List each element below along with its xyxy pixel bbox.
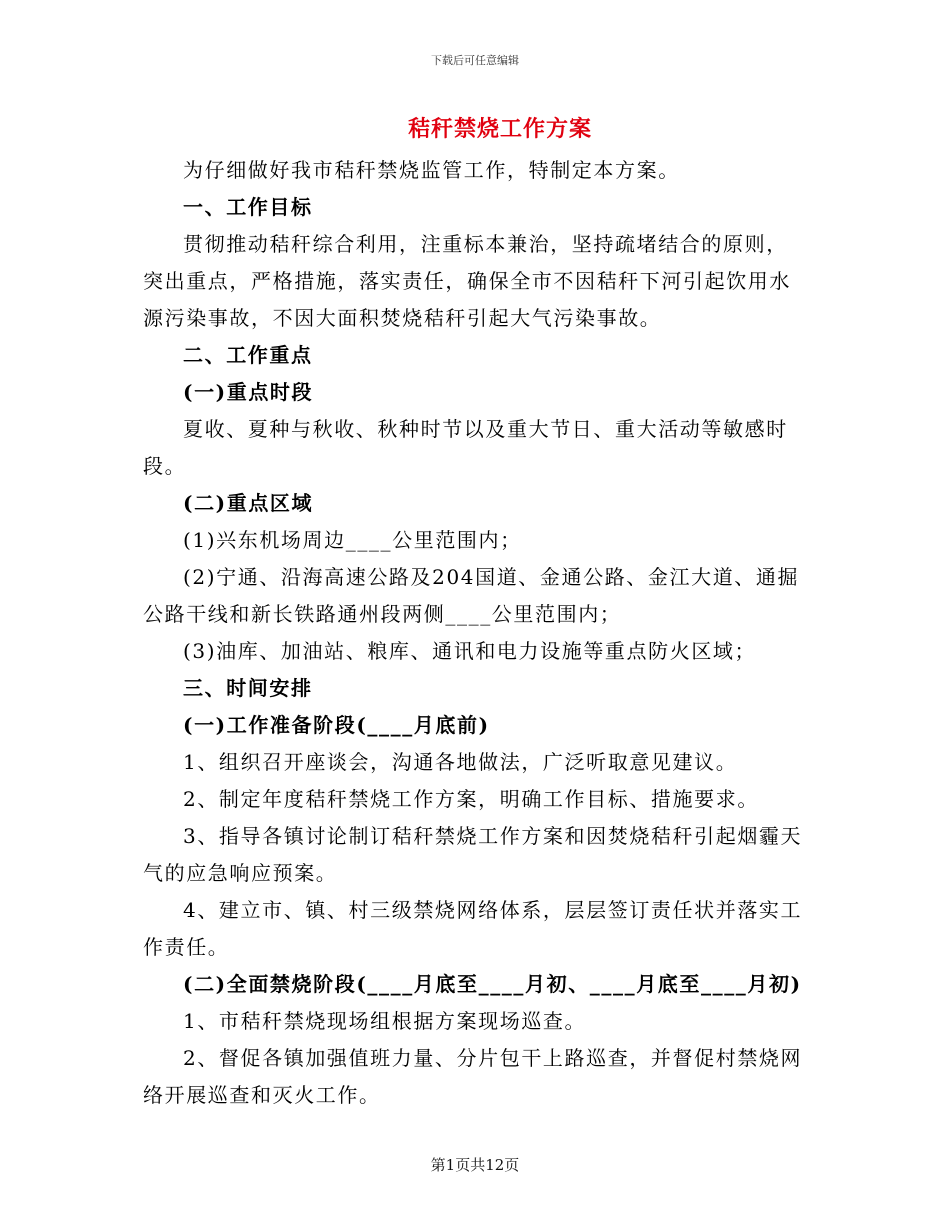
section-heading: (一)工作准备阶段(____月底前) <box>183 713 490 737</box>
page-header-note: 下载后可任意编辑 <box>431 54 519 67</box>
body-paragraph: (3)油库、加油站、粮库、通讯和电力设施等重点防火区域； <box>183 639 757 663</box>
body-paragraph: 2、督促各镇加强值班力量、分片包干上路巡查，并督促村禁烧网络开展巡查和灭火工作。 <box>143 1046 803 1107</box>
body-paragraph: (2)宁通、沿海高速公路及204国道、金通公路、金江大道、通掘公路干线和新长铁路通州段两侧____公里范围内； <box>143 565 800 626</box>
section-heading: (二)重点区域 <box>183 491 314 515</box>
document-body <box>143 152 808 1114</box>
body-paragraph: 4、建立市、镇、村三级禁烧网络体系，层层签订责任状并落实工作责任。 <box>143 898 803 959</box>
page-footer-number: 第1页共12页 <box>430 1156 520 1174</box>
body-paragraph: (1)兴东机场周边____公里范围内； <box>183 528 522 552</box>
section-heading: (一)重点时段 <box>183 380 314 404</box>
section-heading: (二)全面禁烧阶段(____月底至____月初、____月底至____月初) <box>183 972 802 996</box>
body-paragraph: 3、指导各镇讨论制订秸秆禁烧工作方案和因焚烧秸秆引起烟霾天气的应急响应预案。 <box>143 824 803 885</box>
body-paragraph: 1、组织召开座谈会，沟通各地做法，广泛听取意见建议。 <box>183 750 738 774</box>
body-paragraph: 贯彻推动秸秆综合利用，注重标本兼治，坚持疏堵结合的原则，突出重点，严格措施，落实责任，确保全市不因秸秆下河引起饮用水源污染事故，不因大面积焚烧秸秆引起大气污染事故。 <box>143 232 791 330</box>
body-paragraph: 为仔细做好我市秸秆禁烧监管工作，特制定本方案。 <box>183 158 680 182</box>
section-heading: 二、工作重点 <box>183 343 313 367</box>
section-heading: 三、时间安排 <box>183 676 313 700</box>
section-heading: 一、工作目标 <box>183 195 313 219</box>
document-title: 秸秆禁烧工作方案 <box>407 116 592 142</box>
body-paragraph: 2、制定年度秸秆禁烧工作方案，明确工作目标、措施要求。 <box>183 787 759 811</box>
body-paragraph: 1、市秸秆禁烧现场组根据方案现场巡查。 <box>183 1009 587 1033</box>
body-paragraph: 夏收、夏种与秋收、秋种时节以及重大节日、重大活动等敏感时段。 <box>143 417 788 478</box>
